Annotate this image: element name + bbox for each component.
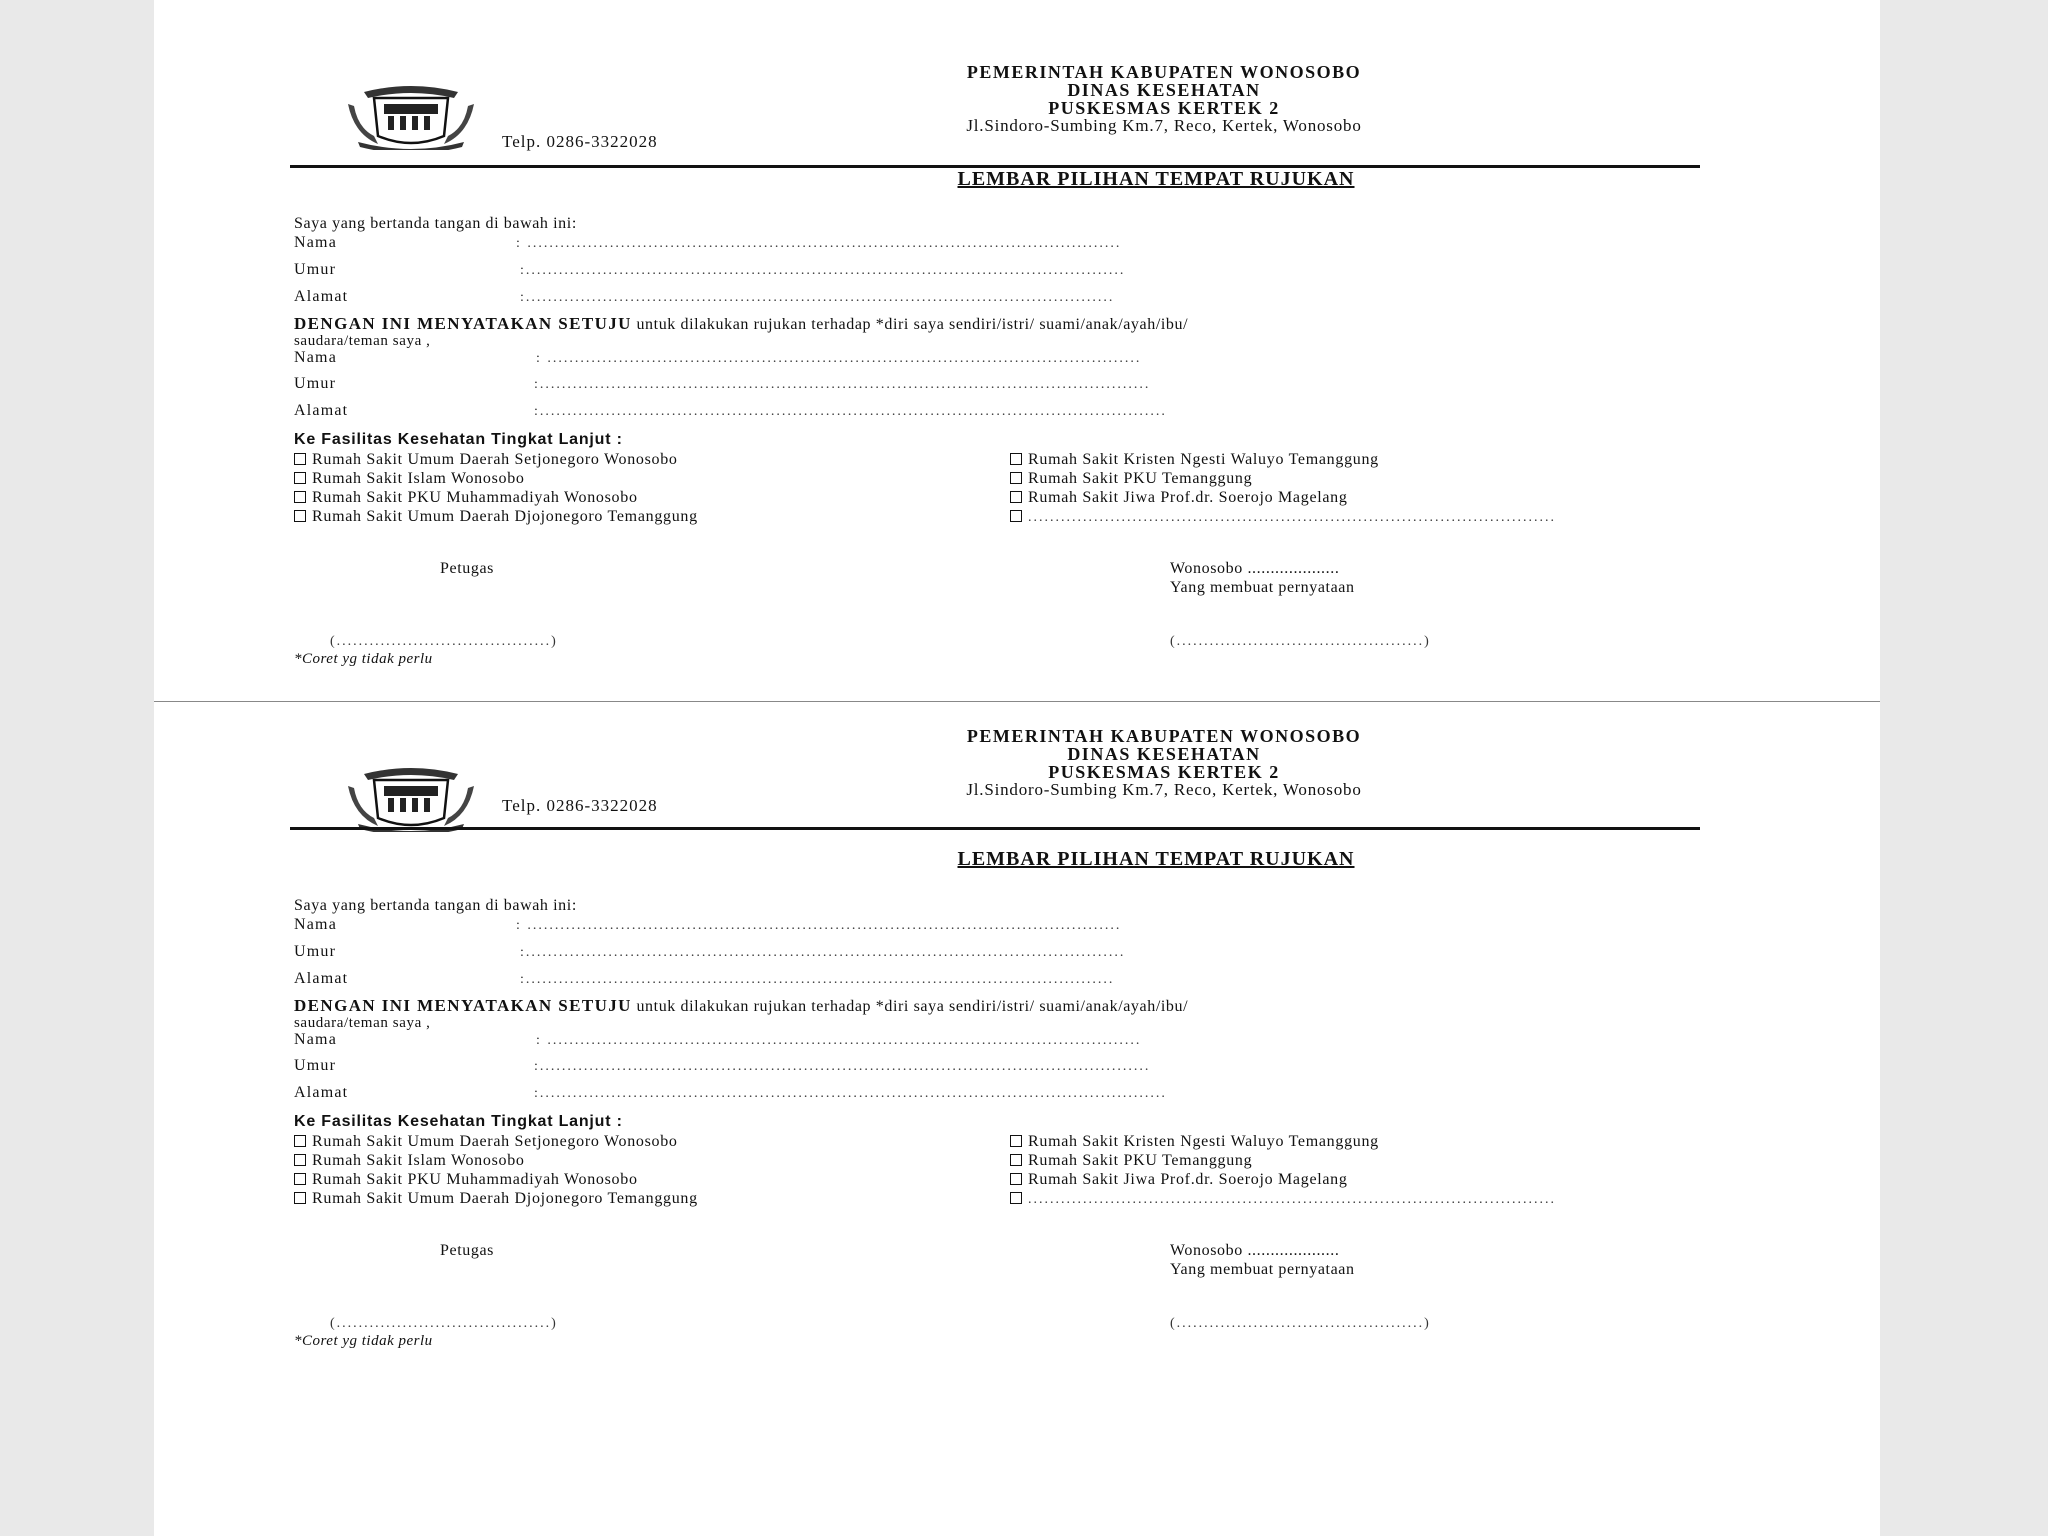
- header-address: Jl.Sindoro-Sumbing Km.7, Reco, Kertek, Wonosobo: [966, 780, 1362, 799]
- header-phone: Telp. 0286-3322028: [502, 796, 658, 815]
- label-umur: Umur: [294, 943, 337, 960]
- label-patient-nama: Nama: [294, 1031, 338, 1048]
- footnote: *Coret yg tidak perlu: [294, 651, 433, 667]
- option-rs-islam[interactable]: Rumah Sakit Islam Wonosobo: [294, 470, 525, 488]
- option-rs-jiwa[interactable]: Rumah Sakit Jiwa Prof.dr. Soerojo Magelang: [1010, 1171, 1348, 1189]
- document-page: [154, 0, 1880, 1536]
- checkbox-icon[interactable]: [1010, 1173, 1022, 1185]
- option-rsud-djojonegoro[interactable]: Rumah Sakit Umum Daerah Djojonegoro Temanggung: [294, 1190, 698, 1208]
- place-date[interactable]: Wonosobo ....................: [1170, 1242, 1340, 1259]
- label-nama: Nama: [294, 234, 338, 251]
- label-nama: Nama: [294, 916, 338, 933]
- consent-statement: [294, 314, 1188, 334]
- label-patient-nama: Nama: [294, 349, 338, 366]
- declarant-label: Yang membuat pernyataan: [1170, 579, 1355, 596]
- consent-statement: [294, 996, 1188, 1016]
- option-rsud-djojonegoro[interactable]: Rumah Sakit Umum Daerah Djojonegoro Temanggung: [294, 508, 698, 526]
- header-government: PEMERINTAH KABUPATEN WONOSOBO: [966, 726, 1362, 746]
- intro-text: Saya yang bertanda tangan di bawah ini:: [294, 897, 577, 914]
- label-umur: Umur: [294, 261, 337, 278]
- consent-text: untuk dilakukan rujukan terhadap *diri saya sendiri/istri/ suami/anak/ayah/ibu/: [636, 998, 1189, 1015]
- header-clinic: PUSKESMAS KERTEK 2: [1048, 98, 1280, 118]
- checkbox-icon[interactable]: [1010, 1192, 1022, 1204]
- label-alamat: Alamat: [294, 288, 349, 305]
- option-rs-pku-wonosobo[interactable]: Rumah Sakit PKU Muhammadiyah Wonosobo: [294, 1171, 638, 1189]
- checkbox-icon[interactable]: [294, 472, 306, 484]
- checkbox-icon[interactable]: [294, 491, 306, 503]
- option-rs-islam[interactable]: Rumah Sakit Islam Wonosobo: [294, 1152, 525, 1170]
- officer-label: Petugas: [440, 1242, 494, 1259]
- form-title: LEMBAR PILIHAN TEMPAT RUJUKAN: [957, 848, 1355, 870]
- field-patient-alamat[interactable]: :..................................................................................................................: [534, 1086, 1167, 1101]
- header-department: DINAS KESEHATAN: [1067, 744, 1261, 764]
- field-alamat[interactable]: :...........................................................................................................: [520, 972, 1115, 987]
- declarant-signature[interactable]: (.............................................): [1170, 1316, 1431, 1331]
- option-rs-kristen[interactable]: Rumah Sakit Kristen Ngesti Waluyo Temanggung: [1010, 1133, 1379, 1151]
- footnote: *Coret yg tidak perlu: [294, 1333, 433, 1349]
- field-patient-umur[interactable]: :...............................................................................................................: [534, 1059, 1151, 1074]
- consent-lead: DENGAN INI MENYATAKAN SETUJU: [294, 996, 632, 1015]
- declarant-label: Yang membuat pernyataan: [1170, 1261, 1355, 1278]
- field-nama[interactable]: : ............................................................................................................: [516, 918, 1122, 933]
- field-patient-alamat[interactable]: :..................................................................................................................: [534, 404, 1167, 419]
- checkbox-icon[interactable]: [294, 510, 306, 522]
- label-patient-umur: Umur: [294, 375, 337, 392]
- option-rsud-setjonegoro[interactable]: Rumah Sakit Umum Daerah Setjonegoro Wonosobo: [294, 451, 678, 469]
- field-patient-nama[interactable]: : ............................................................................................................: [536, 351, 1142, 366]
- label-patient-alamat: Alamat: [294, 1084, 349, 1101]
- field-nama[interactable]: : ............................................................................................................: [516, 236, 1122, 251]
- option-rsud-setjonegoro[interactable]: Rumah Sakit Umum Daerah Setjonegoro Wonosobo: [294, 1133, 678, 1151]
- declarant-signature[interactable]: (.............................................): [1170, 634, 1431, 649]
- officer-label: Petugas: [440, 560, 494, 577]
- place-date[interactable]: Wonosobo ....................: [1170, 560, 1340, 577]
- header-divider: [290, 827, 1700, 830]
- header-phone: Telp. 0286-3322028: [502, 132, 658, 151]
- facilities-heading: Ke Fasilitas Kesehatan Tingkat Lanjut :: [294, 1113, 623, 1130]
- officer-signature[interactable]: (.......................................): [330, 634, 558, 649]
- field-umur[interactable]: :.............................................................................................................: [520, 945, 1126, 960]
- label-patient-alamat: Alamat: [294, 402, 349, 419]
- checkbox-icon[interactable]: [294, 1173, 306, 1185]
- option-rs-pku-wonosobo[interactable]: Rumah Sakit PKU Muhammadiyah Wonosobo: [294, 489, 638, 507]
- consent-line2: saudara/teman saya ,: [294, 333, 431, 349]
- checkbox-icon[interactable]: [294, 1135, 306, 1147]
- regency-crest-icon: [344, 766, 478, 832]
- checkbox-icon[interactable]: [294, 1154, 306, 1166]
- option-other[interactable]: ................................................................................................: [1010, 1190, 1556, 1208]
- label-patient-umur: Umur: [294, 1057, 337, 1074]
- checkbox-icon[interactable]: [1010, 453, 1022, 465]
- checkbox-icon[interactable]: [1010, 1135, 1022, 1147]
- option-rs-kristen[interactable]: Rumah Sakit Kristen Ngesti Waluyo Temanggung: [1010, 451, 1379, 469]
- checkbox-icon[interactable]: [1010, 1154, 1022, 1166]
- field-umur[interactable]: :.............................................................................................................: [520, 263, 1126, 278]
- consent-text: untuk dilakukan rujukan terhadap *diri saya sendiri/istri/ suami/anak/ayah/ibu/: [636, 316, 1189, 333]
- checkbox-icon[interactable]: [1010, 472, 1022, 484]
- officer-signature[interactable]: (.......................................): [330, 1316, 558, 1331]
- intro-text: Saya yang bertanda tangan di bawah ini:: [294, 215, 577, 232]
- checkbox-icon[interactable]: [1010, 491, 1022, 503]
- referral-form-top: [154, 0, 1880, 700]
- option-rs-pku-temanggung[interactable]: Rumah Sakit PKU Temanggung: [1010, 1152, 1252, 1170]
- referral-form-bottom: [154, 682, 1880, 1382]
- option-rs-pku-temanggung[interactable]: Rumah Sakit PKU Temanggung: [1010, 470, 1252, 488]
- header-address: Jl.Sindoro-Sumbing Km.7, Reco, Kertek, Wonosobo: [966, 116, 1362, 135]
- checkbox-icon[interactable]: [294, 453, 306, 465]
- label-alamat: Alamat: [294, 970, 349, 987]
- facilities-heading: Ke Fasilitas Kesehatan Tingkat Lanjut :: [294, 431, 623, 448]
- form-title: LEMBAR PILIHAN TEMPAT RUJUKAN: [957, 168, 1355, 190]
- field-alamat[interactable]: :...........................................................................................................: [520, 290, 1115, 305]
- consent-lead: DENGAN INI MENYATAKAN SETUJU: [294, 314, 632, 333]
- header-department: DINAS KESEHATAN: [1067, 80, 1261, 100]
- header-clinic: PUSKESMAS KERTEK 2: [1048, 762, 1280, 782]
- consent-line2: saudara/teman saya ,: [294, 1015, 431, 1031]
- regency-crest-icon: [344, 84, 478, 150]
- option-other[interactable]: ................................................................................................: [1010, 508, 1556, 526]
- field-patient-nama[interactable]: : ............................................................................................................: [536, 1033, 1142, 1048]
- checkbox-icon[interactable]: [294, 1192, 306, 1204]
- field-patient-umur[interactable]: :...............................................................................................................: [534, 377, 1151, 392]
- option-rs-jiwa[interactable]: Rumah Sakit Jiwa Prof.dr. Soerojo Magelang: [1010, 489, 1348, 507]
- header-government: PEMERINTAH KABUPATEN WONOSOBO: [966, 62, 1362, 82]
- checkbox-icon[interactable]: [1010, 510, 1022, 522]
